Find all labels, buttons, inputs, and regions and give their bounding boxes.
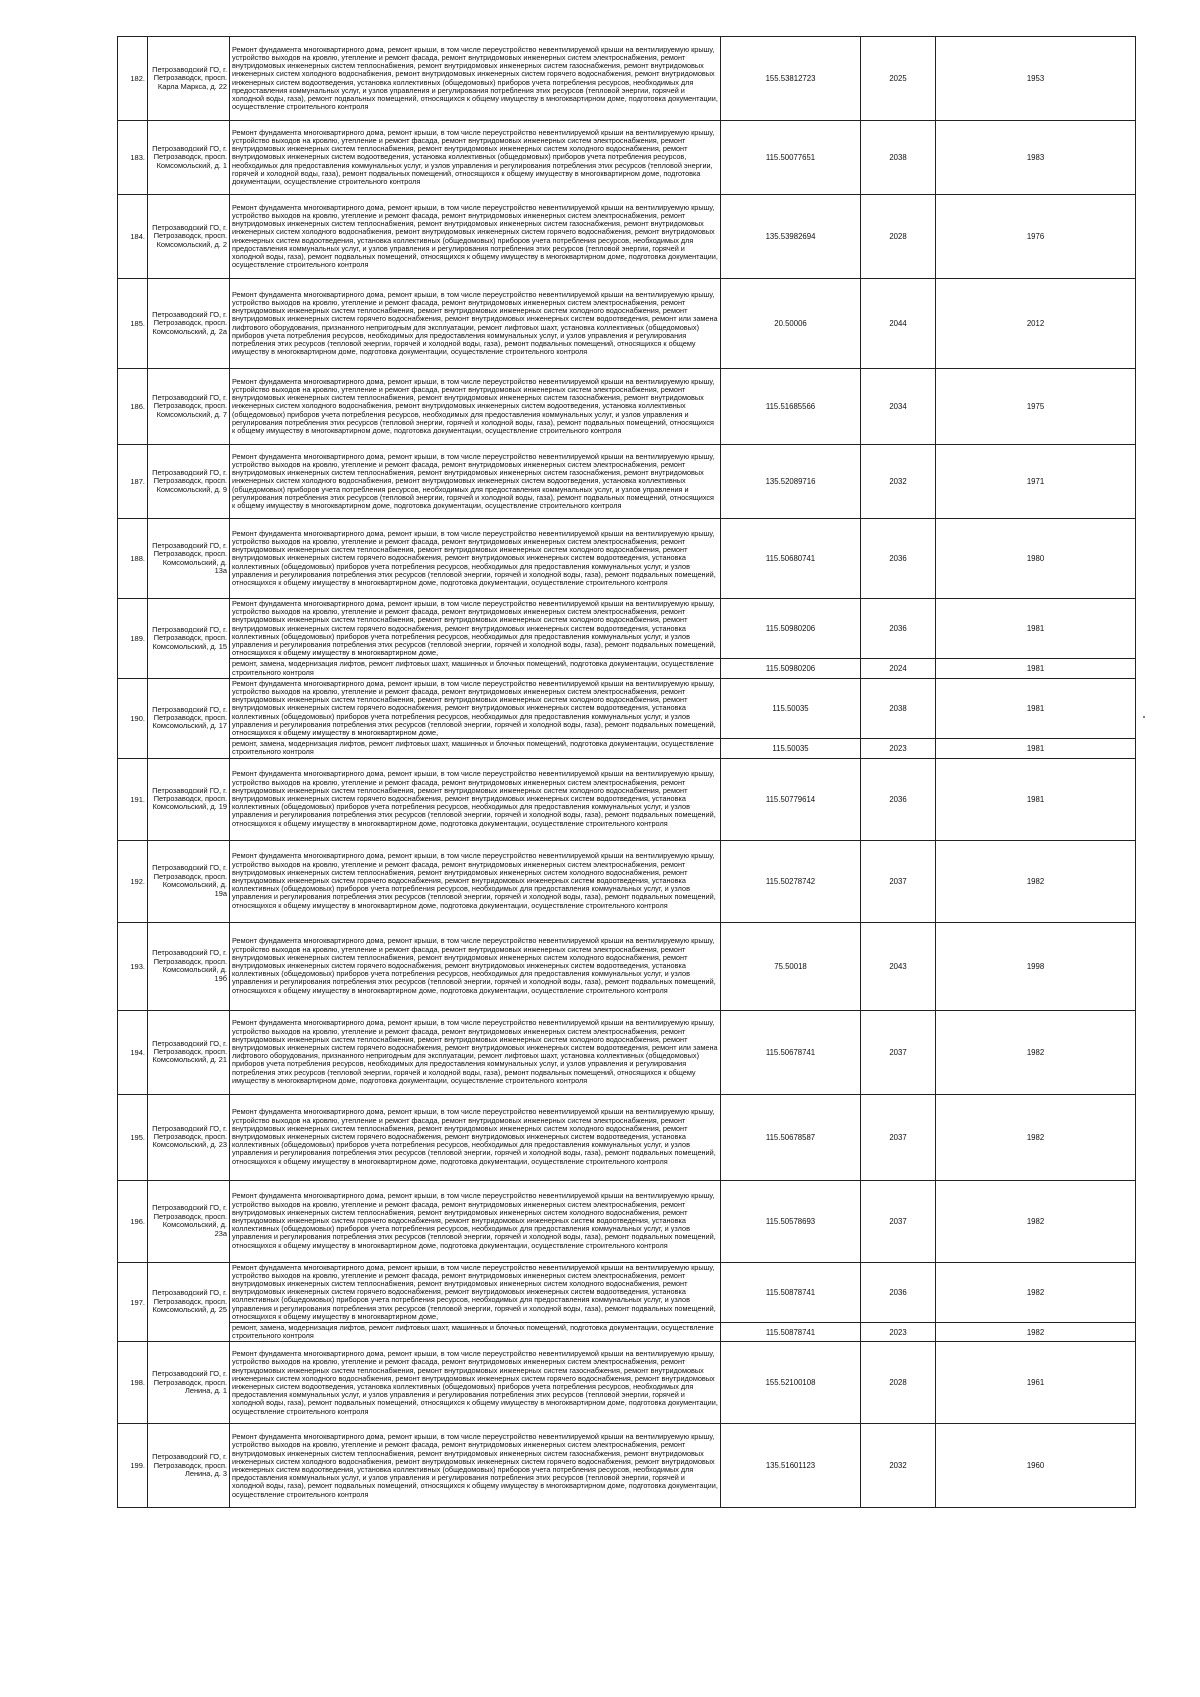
table-subrow: [118, 659, 1136, 678]
table-row: [118, 1342, 1136, 1424]
planned-year: 2023: [861, 739, 936, 758]
house-code: 115.50779614: [721, 758, 861, 840]
works-description: Ремонт фундамента многоквартирного дома, ремонт крыши, в том числе переустройство невентилируемой крыши на вентилируемую крышу, устройство выходов на кровлю, утепление и ремонт фасада, ремонт внутридомовых инженерных систем электроснабжения, ремонт внутридомовых инженерных систем теплоснабжения, ремонт внутридомовых инженерных систем газоснабжения, ремонт внутридомовых инженерных систем холодного водоснабжения, ремонт внутридомовых инженерных систем водоотведения, установка коллективных (общедомовых) приборов учета потребления ресурсов, необходимых для предоставления коммунальных услуг, и узлов управления и регулирования потребления этих ресурсов (тепловой энергии, горячей и холодной воды, газа), ремонт подвальных помещений, относящихся к общему имуществу в многоквартирном доме, подготовка документации, осуществление строительного контроля: [230, 445, 721, 519]
planned-year: 2036: [861, 599, 936, 659]
works-description: Ремонт фундамента многоквартирного дома, ремонт крыши, в том числе переустройство невентилируемой крыши на вентилируемую крышу, устройство выходов на кровлю, утепление и ремонт фасада, ремонт внутридомовых инженерных систем электроснабжения, ремонт внутридомовых инженерных систем теплоснабжения, ремонт внутридомовых инженерных систем газоснабжения, ремонт внутридомовых инженерных систем холодного водоснабжения, ремонт внутридомовых инженерных систем горячего водоснабжения, ремонт внутридомовых инженерных систем водоотведения, установка коллективных (общедомовых) приборов учета потребления ресурсов, необходимых для предоставления коммунальных услуг, и узлов управления и регулирования потребления этих ресурсов (тепловой энергии, горячей и холодной воды, газа), ремонт подвальных помещений, относящихся к общему имуществу в многоквартирном доме, подготовка документации, осуществление строительного контроля: [230, 1342, 721, 1424]
house-address: Петрозаводский ГО, г. Петрозаводск, просп. Комсомольский, д. 15: [148, 599, 230, 679]
row-number: 184.: [118, 195, 148, 279]
row-number: 194.: [118, 1010, 148, 1094]
house-address: Петрозаводский ГО, г. Петрозаводск, просп. Карла Маркса, д. 22: [148, 37, 230, 121]
row-number: 188.: [118, 519, 148, 599]
table-body: [118, 37, 1136, 1508]
house-code: 115.50980206: [721, 599, 861, 659]
house-code: 20.50006: [721, 279, 861, 369]
house-code: 135.53982694: [721, 195, 861, 279]
register-sheet: [117, 36, 1135, 1508]
works-description-elevator: ремонт, замена, модернизация лифтов, ремонт лифтовых шахт, машинных и блочных помещений, подготовка документации, осуществление строительного контроля: [230, 739, 721, 758]
house-address: Петрозаводский ГО, г. Петрозаводск, просп. Комсомольский, д. 17: [148, 678, 230, 758]
planned-year: 2037: [861, 1180, 936, 1262]
table-row: [118, 279, 1136, 369]
planned-year: 2037: [861, 840, 936, 922]
row-number: 195.: [118, 1094, 148, 1180]
row-number: 193.: [118, 922, 148, 1010]
row-number: 185.: [118, 279, 148, 369]
table-row: [118, 1424, 1136, 1508]
planned-year: 2025: [861, 37, 936, 121]
house-address: Петрозаводский ГО, г. Петрозаводск, просп. Ленина, д. 3: [148, 1424, 230, 1508]
row-number: 192.: [118, 840, 148, 922]
works-description-elevator: ремонт, замена, модернизация лифтов, ремонт лифтовых шахт, машинных и блочных помещений, подготовка документации, осуществление строительного контроля: [230, 1323, 721, 1342]
house-code: 155.52100108: [721, 1342, 861, 1424]
planned-year: 2044: [861, 279, 936, 369]
house-code: 115.50035: [721, 739, 861, 758]
row-number: 198.: [118, 1342, 148, 1424]
planned-year: 2032: [861, 445, 936, 519]
planned-year: 2023: [861, 1323, 936, 1342]
house-code: 115.50578693: [721, 1180, 861, 1262]
build-year: 1982: [936, 1180, 1136, 1262]
build-year: 1982: [936, 1323, 1136, 1342]
works-description: Ремонт фундамента многоквартирного дома, ремонт крыши, в том числе переустройство невентилируемой крыши на вентилируемую крышу, устройство выходов на кровлю, утепление и ремонт фасада, ремонт внутридомовых инженерных систем электроснабжения, ремонт внутридомовых инженерных систем теплоснабжения, ремонт внутридомовых инженерных систем холодного водоснабжения, ремонт внутридомовых инженерных систем горячего водоснабжения, ремонт внутридомовых инженерных систем водоотведения, установка коллективных (общедомовых) приборов учета потребления ресурсов, необходимых для предоставления коммунальных услуг, и узлов управления и регулирования потребления этих ресурсов (тепловой энергии, горячей и холодной воды, газа), ремонт подвальных помещений, относящихся к общему имуществу в многоквартирном доме, подготовка документации, осуществление строительного контроля: [230, 922, 721, 1010]
scan-speck: [1143, 716, 1145, 718]
house-code: 115.51685566: [721, 369, 861, 445]
row-number: 190.: [118, 678, 148, 758]
works-description: Ремонт фундамента многоквартирного дома, ремонт крыши, в том числе переустройство невентилируемой крыши на вентилируемую крышу, устройство выходов на кровлю, утепление и ремонт фасада, ремонт внутридомовых инженерных систем электроснабжения, ремонт внутридомовых инженерных систем теплоснабжения, ремонт внутридомовых инженерных систем холодного водоснабжения, ремонт внутридомовых инженерных систем горячего водоснабжения, ремонт внутридомовых инженерных систем водоотведения, установка коллективных (общедомовых) приборов учета потребления ресурсов, необходимых для предоставления коммунальных услуг, и узлов управления и регулирования потребления этих ресурсов (тепловой энергии, горячей и холодной воды, газа), ремонт подвальных помещений, относящихся к общему имуществу в многоквартирном доме, подготовка документации, осуществление строительного контроля: [230, 1094, 721, 1180]
works-description: Ремонт фундамента многоквартирного дома, ремонт крыши, в том числе переустройство невентилируемой крыши на вентилируемую крышу, устройство выходов на кровлю, утепление и ремонт фасада, ремонт внутридомовых инженерных систем электроснабжения, ремонт внутридомовых инженерных систем теплоснабжения, ремонт внутридомовых инженерных систем газоснабжения, ремонт внутридомовых инженерных систем холодного водоснабжения, ремонт внутридомовых инженерных систем горячего водоснабжения, ремонт внутридомовых инженерных систем водоотведения, установка коллективных (общедомовых) приборов учета потребления ресурсов, необходимых для предоставления коммунальных услуг, и узлов управления и регулирования потребления этих ресурсов (тепловой энергии, горячей и холодной воды, газа), ремонт подвальных помещений, относящихся к общему имуществу в многоквартирном доме, подготовка документации, осуществление строительного контроля: [230, 195, 721, 279]
house-code: 115.50878741: [721, 1323, 861, 1342]
works-description: Ремонт фундамента многоквартирного дома, ремонт крыши, в том числе переустройство невентилируемой крыши на вентилируемую крышу, устройство выходов на кровлю, утепление и ремонт фасада, ремонт внутридомовых инженерных систем электроснабжения, ремонт внутридомовых инженерных систем теплоснабжения, ремонт внутридомовых инженерных систем газоснабжения, ремонт внутридомовых инженерных систем холодного водоснабжения, ремонт внутридомовых инженерных систем горячего водоснабжения, ремонт внутридомовых инженерных систем водоотведения, установка коллективных (общедомовых) приборов учета потребления ресурсов, необходимых для предоставления коммунальных услуг, и узлов управления и регулирования потребления этих ресурсов (тепловой энергии, горячей и холодной воды, газа), ремонт подвальных помещений, относящихся к общему имуществу в многоквартирном доме, подготовка документации, осуществление строительного контроля: [230, 37, 721, 121]
works-description: Ремонт фундамента многоквартирного дома, ремонт крыши, в том числе переустройство невентилируемой крыши на вентилируемую крышу, устройство выходов на кровлю, утепление и ремонт фасада, ремонт внутридомовых инженерных систем электроснабжения, ремонт внутридомовых инженерных систем теплоснабжения, ремонт внутридомовых инженерных систем холодного водоснабжения, ремонт внутридомовых инженерных систем горячего водоснабжения, ремонт внутридомовых инженерных систем водоотведения, установка коллективных (общедомовых) приборов учета потребления ресурсов, необходимых для предоставления коммунальных услуг, и узлов управления и регулирования потребления этих ресурсов (тепловой энергии, горячей и холодной воды, газа), ремонт подвальных помещений, относящихся к общему имуществу в многоквартирном доме, подготовка документации, осуществление строительного контроля: [230, 1180, 721, 1262]
row-number: 196.: [118, 1180, 148, 1262]
build-year: 1981: [936, 739, 1136, 758]
house-code: 115.50278742: [721, 840, 861, 922]
build-year: 1953: [936, 37, 1136, 121]
build-year: 1982: [936, 1094, 1136, 1180]
house-address: Петрозаводский ГО, г. Петрозаводск, просп. Комсомольский, д. 23а: [148, 1180, 230, 1262]
build-year: 1976: [936, 195, 1136, 279]
table-row: [118, 1262, 1136, 1322]
build-year: 1982: [936, 840, 1136, 922]
planned-year: 2038: [861, 121, 936, 195]
house-address: Петрозаводский ГО, г. Петрозаводск, просп. Комсомольский, д. 25: [148, 1262, 230, 1342]
house-address: Петрозаводский ГО, г. Петрозаводск, просп. Ленина, д. 1: [148, 1342, 230, 1424]
build-year: 1981: [936, 659, 1136, 678]
works-description: Ремонт фундамента многоквартирного дома, ремонт крыши, в том числе переустройство невентилируемой крыши на вентилируемую крышу, устройство выходов на кровлю, утепление и ремонт фасада, ремонт внутридомовых инженерных систем электроснабжения, ремонт внутридомовых инженерных систем теплоснабжения, ремонт внутридомовых инженерных систем газоснабжения, ремонт внутридомовых инженерных систем холодного водоснабжения, ремонт внутридомовых инженерных систем горячего водоснабжения, ремонт внутридомовых инженерных систем водоотведения, установка коллективных (общедомовых) приборов учета потребления ресурсов, необходимых для предоставления коммунальных услуг, и узлов управления и регулирования потребления этих ресурсов (тепловой энергии, горячей и холодной воды, газа), ремонт подвальных помещений, относящихся к общему имуществу в многоквартирном доме, подготовка документации, осуществление строительного контроля: [230, 1424, 721, 1508]
planned-year: 2032: [861, 1424, 936, 1508]
table-row: [118, 121, 1136, 195]
row-number: 186.: [118, 369, 148, 445]
works-description: Ремонт фундамента многоквартирного дома, ремонт крыши, в том числе переустройство невентилируемой крыши на вентилируемую крышу, устройство выходов на кровлю, утепление и ремонт фасада, ремонт внутридомовых инженерных систем электроснабжения, ремонт внутридомовых инженерных систем теплоснабжения, ремонт внутридомовых инженерных систем холодного водоснабжения, ремонт внутридомовых инженерных систем горячего водоснабжения, ремонт внутридомовых инженерных систем водоотведения, установка коллективных (общедомовых) приборов учета потребления ресурсов, необходимых для предоставления коммунальных услуг, и узлов управления и регулирования потребления этих ресурсов (тепловой энергии, горячей и холодной воды, газа), ремонт подвальных помещений, относящихся к общему имуществу в многоквартирном доме, подготовка документации, осуществление строительного контроля: [230, 840, 721, 922]
table-row: [118, 1010, 1136, 1094]
table-row: [118, 369, 1136, 445]
house-address: Петрозаводский ГО, г. Петрозаводск, просп. Комсомольский, д. 19б: [148, 922, 230, 1010]
house-address: Петрозаводский ГО, г. Петрозаводск, просп. Комсомольский, д. 19: [148, 758, 230, 840]
planned-year: 2024: [861, 659, 936, 678]
works-description: Ремонт фундамента многоквартирного дома, ремонт крыши, в том числе переустройство невентилируемой крыши на вентилируемую крышу, устройство выходов на кровлю, утепление и ремонт фасада, ремонт внутридомовых инженерных систем электроснабжения, ремонт внутридомовых инженерных систем теплоснабжения, ремонт внутридомовых инженерных систем газоснабжения, ремонт внутридомовых инженерных систем холодного водоснабжения, ремонт внутридомовых инженерных систем водоотведения, установка коллективных (общедомовых) приборов учета потребления ресурсов, необходимых для предоставления коммунальных услуг, и узлов управления и регулирования потребления этих ресурсов (тепловой энергии, горячей и холодной воды, газа), ремонт подвальных помещений, относящихся к общему имуществу в многоквартирном доме, подготовка документации, осуществление строительного контроля: [230, 369, 721, 445]
house-code: 115.50980206: [721, 659, 861, 678]
table-row: [118, 678, 1136, 738]
planned-year: 2028: [861, 1342, 936, 1424]
table-row: [118, 195, 1136, 279]
build-year: 1980: [936, 519, 1136, 599]
table-row: [118, 599, 1136, 659]
planned-year: 2036: [861, 1262, 936, 1322]
build-year: 1981: [936, 599, 1136, 659]
table-row: [118, 1094, 1136, 1180]
house-code: 135.52089716: [721, 445, 861, 519]
house-code: 115.50077651: [721, 121, 861, 195]
house-code: 75.50018: [721, 922, 861, 1010]
house-address: Петрозаводский ГО, г. Петрозаводск, просп. Комсомольский, д. 1: [148, 121, 230, 195]
table-row: [118, 445, 1136, 519]
table-row: [118, 1180, 1136, 1262]
house-code: 115.50680741: [721, 519, 861, 599]
build-year: 1982: [936, 1262, 1136, 1322]
table-row: [118, 519, 1136, 599]
house-code: 115.50035: [721, 678, 861, 738]
build-year: 1961: [936, 1342, 1136, 1424]
house-code: 115.50678741: [721, 1010, 861, 1094]
house-code: 115.50678587: [721, 1094, 861, 1180]
house-code: 155.53812723: [721, 37, 861, 121]
works-description: Ремонт фундамента многоквартирного дома, ремонт крыши, в том числе переустройство невентилируемой крыши на вентилируемую крышу, устройство выходов на кровлю, утепление и ремонт фасада, ремонт внутридомовых инженерных систем электроснабжения, ремонт внутридомовых инженерных систем теплоснабжения, ремонт внутридомовых инженерных систем холодного водоснабжения, ремонт внутридомовых инженерных систем горячего водоснабжения, ремонт внутридомовых инженерных систем водоотведения, установка коллективных (общедомовых) приборов учета потребления ресурсов, необходимых для предоставления коммунальных услуг, и узлов управления и регулирования потребления этих ресурсов (тепловой энергии, горячей и холодной воды, газа), ремонт подвальных помещений, относящихся к общему имуществу в многоквартирном доме,: [230, 599, 721, 659]
works-description: Ремонт фундамента многоквартирного дома, ремонт крыши, в том числе переустройство невентилируемой крыши на вентилируемую крышу, устройство выходов на кровлю, утепление и ремонт фасада, ремонт внутридомовых инженерных систем электроснабжения, ремонт внутридомовых инженерных систем теплоснабжения, ремонт внутридомовых инженерных систем холодного водоснабжения, ремонт внутридомовых инженерных систем водоотведения, установка коллективных (общедомовых) приборов учета потребления ресурсов, необходимых для предоставления коммунальных услуг, и узлов управления и регулирования потребления этих ресурсов (тепловой энергии, горячей и холодной воды, газа), ремонт подвальных помещений, относящихся к общему имуществу в многоквартирном доме, подготовка документации, осуществление строительного контроля: [230, 121, 721, 195]
works-description: Ремонт фундамента многоквартирного дома, ремонт крыши, в том числе переустройство невентилируемой крыши на вентилируемую крышу, устройство выходов на кровлю, утепление и ремонт фасада, ремонт внутридомовых инженерных систем электроснабжения, ремонт внутридомовых инженерных систем теплоснабжения, ремонт внутридомовых инженерных систем холодного водоснабжения, ремонт внутридомовых инженерных систем горячего водоснабжения, ремонт внутридомовых инженерных систем водоотведения, установка коллективных (общедомовых) приборов учета потребления ресурсов, необходимых для предоставления коммунальных услуг, и узлов управления и регулирования потребления этих ресурсов (тепловой энергии, горячей и холодной воды, газа), ремонт подвальных помещений, относящихся к общему имуществу в многоквартирном доме, подготовка документации, осуществление строительного контроля: [230, 758, 721, 840]
table-row: [118, 758, 1136, 840]
house-code: 115.50878741: [721, 1262, 861, 1322]
build-year: 1983: [936, 121, 1136, 195]
works-description-elevator: ремонт, замена, модернизация лифтов, ремонт лифтовых шахт, машинных и блочных помещений, подготовка документации, осуществление строительного контроля: [230, 659, 721, 678]
house-code: 135.51601123: [721, 1424, 861, 1508]
row-number: 182.: [118, 37, 148, 121]
table-row: [118, 922, 1136, 1010]
row-number: 187.: [118, 445, 148, 519]
house-address: Петрозаводский ГО, г. Петрозаводск, просп. Комсомольский, д. 19а: [148, 840, 230, 922]
planned-year: 2043: [861, 922, 936, 1010]
row-number: 189.: [118, 599, 148, 679]
planned-year: 2034: [861, 369, 936, 445]
table-row: [118, 37, 1136, 121]
planned-year: 2028: [861, 195, 936, 279]
build-year: 1981: [936, 678, 1136, 738]
build-year: 1982: [936, 1010, 1136, 1094]
planned-year: 2036: [861, 519, 936, 599]
planned-year: 2036: [861, 758, 936, 840]
row-number: 183.: [118, 121, 148, 195]
row-number: 197.: [118, 1262, 148, 1342]
repair-schedule-table: [117, 36, 1136, 1508]
house-address: Петрозаводский ГО, г. Петрозаводск, просп. Комсомольский, д. 9: [148, 445, 230, 519]
build-year: 1981: [936, 758, 1136, 840]
planned-year: 2038: [861, 678, 936, 738]
works-description: Ремонт фундамента многоквартирного дома, ремонт крыши, в том числе переустройство невентилируемой крыши на вентилируемую крышу, устройство выходов на кровлю, утепление и ремонт фасада, ремонт внутридомовых инженерных систем электроснабжения, ремонт внутридомовых инженерных систем теплоснабжения, ремонт внутридомовых инженерных систем холодного водоснабжения, ремонт внутридомовых инженерных систем горячего водоснабжения, ремонт внутридомовых инженерных систем водоотведения, установка коллективных (общедомовых) приборов учета потребления ресурсов, необходимых для предоставления коммунальных услуг, и узлов управления и регулирования потребления этих ресурсов (тепловой энергии, горячей и холодной воды, газа), ремонт подвальных помещений, относящихся к общему имуществу в многоквартирном доме,: [230, 1262, 721, 1322]
house-address: Петрозаводский ГО, г. Петрозаводск, просп. Комсомольский, д. 13а: [148, 519, 230, 599]
row-number: 199.: [118, 1424, 148, 1508]
table-subrow: [118, 1323, 1136, 1342]
planned-year: 2037: [861, 1094, 936, 1180]
house-address: Петрозаводский ГО, г. Петрозаводск, просп. Комсомольский, д. 7: [148, 369, 230, 445]
planned-year: 2037: [861, 1010, 936, 1094]
build-year: 1998: [936, 922, 1136, 1010]
build-year: 1960: [936, 1424, 1136, 1508]
house-address: Петрозаводский ГО, г. Петрозаводск, просп. Комсомольский, д. 2: [148, 195, 230, 279]
table-subrow: [118, 739, 1136, 758]
house-address: Петрозаводский ГО, г. Петрозаводск, просп. Комсомольский, д. 21: [148, 1010, 230, 1094]
works-description: Ремонт фундамента многоквартирного дома, ремонт крыши, в том числе переустройство невентилируемой крыши на вентилируемую крышу, устройство выходов на кровлю, утепление и ремонт фасада, ремонт внутридомовых инженерных систем электроснабжения, ремонт внутридомовых инженерных систем теплоснабжения, ремонт внутридомовых инженерных систем холодного водоснабжения, ремонт внутридомовых инженерных систем горячего водоснабжения, ремонт внутридомовых инженерных систем водоотведения, установка коллективных (общедомовых) приборов учета потребления ресурсов, необходимых для предоставления коммунальных услуг, и узлов управления и регулирования потребления этих ресурсов (тепловой энергии, горячей и холодной воды, газа), ремонт подвальных помещений, относящихся к общему имуществу в многоквартирном доме, подготовка документации, осуществление строительного контроля: [230, 519, 721, 599]
works-description: Ремонт фундамента многоквартирного дома, ремонт крыши, в том числе переустройство невентилируемой крыши на вентилируемую крышу, устройство выходов на кровлю, утепление и ремонт фасада, ремонт внутридомовых инженерных систем электроснабжения, ремонт внутридомовых инженерных систем теплоснабжения, ремонт внутридомовых инженерных систем холодного водоснабжения, ремонт внутридомовых инженерных систем горячего водоснабжения, ремонт внутридомовых инженерных систем водоотведения, ремонт или замена лифтового оборудования, признанного непригодным для эксплуатации, ремонт лифтовых шахт, установка коллективных (общедомовых) приборов учета потребления ресурсов, необходимых для предоставления коммунальных услуг, и узлов управления и регулирования потребления этих ресурсов (тепловой энергии, горячей и холодной воды, газа), ремонт подвальных помещений, относящихся к общему имуществу в многоквартирном доме, подготовка документации, осуществление строительного контроля: [230, 1010, 721, 1094]
build-year: 2012: [936, 279, 1136, 369]
build-year: 1975: [936, 369, 1136, 445]
table-row: [118, 840, 1136, 922]
house-address: Петрозаводский ГО, г. Петрозаводск, просп. Комсомольский, д. 2а: [148, 279, 230, 369]
house-address: Петрозаводский ГО, г. Петрозаводск, просп. Комсомольский, д. 23: [148, 1094, 230, 1180]
build-year: 1971: [936, 445, 1136, 519]
row-number: 191.: [118, 758, 148, 840]
works-description: Ремонт фундамента многоквартирного дома, ремонт крыши, в том числе переустройство невентилируемой крыши на вентилируемую крышу, устройство выходов на кровлю, утепление и ремонт фасада, ремонт внутридомовых инженерных систем электроснабжения, ремонт внутридомовых инженерных систем теплоснабжения, ремонт внутридомовых инженерных систем холодного водоснабжения, ремонт внутридомовых инженерных систем горячего водоснабжения, ремонт внутридомовых инженерных систем водоотведения, установка коллективных (общедомовых) приборов учета потребления ресурсов, необходимых для предоставления коммунальных услуг, и узлов управления и регулирования потребления этих ресурсов (тепловой энергии, горячей и холодной воды, газа), ремонт подвальных помещений, относящихся к общему имуществу в многоквартирном доме,: [230, 678, 721, 738]
works-description: Ремонт фундамента многоквартирного дома, ремонт крыши, в том числе переустройство невентилируемой крыши на вентилируемую крышу, устройство выходов на кровлю, утепление и ремонт фасада, ремонт внутридомовых инженерных систем электроснабжения, ремонт внутридомовых инженерных систем теплоснабжения, ремонт внутридомовых инженерных систем холодного водоснабжения, ремонт внутридомовых инженерных систем горячего водоснабжения, ремонт внутридомовых инженерных систем водоотведения, ремонт или замена лифтового оборудования, признанного непригодным для эксплуатации, ремонт лифтовых шахт, установка коллективных (общедомовых) приборов учета потребления ресурсов, необходимых для предоставления коммунальных услуг, и узлов управления и регулирования потребления этих ресурсов (тепловой энергии, горячей и холодной воды, газа), ремонт подвальных помещений, относящихся к общему имуществу в многоквартирном доме, подготовка документации, осуществление строительного контроля: [230, 279, 721, 369]
